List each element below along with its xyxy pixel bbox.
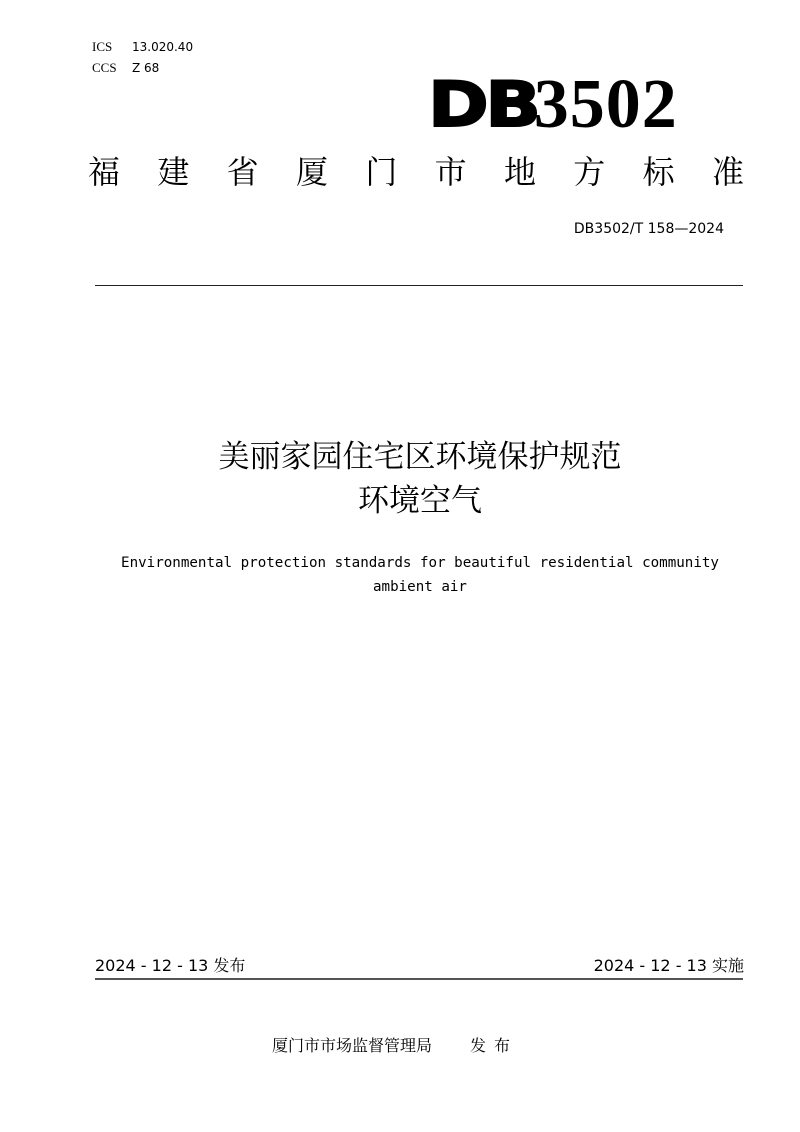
ics-value: 13.020.40 [132, 40, 194, 54]
standard-type-char: 地 [503, 153, 536, 191]
standard-type-char: 建 [157, 153, 190, 191]
db-logo [428, 66, 678, 143]
standard-type-char: 门 [365, 153, 398, 191]
ccs-value: Z 68 [132, 61, 160, 75]
ccs-label: CCS [92, 60, 117, 75]
standard-type-char: 市 [434, 153, 467, 191]
ics-row [92, 40, 193, 54]
standard-type-char: 福 [88, 153, 121, 191]
logo-prefix: DB [428, 68, 538, 141]
standard-number: DB3502/T 158—2024 [573, 221, 724, 237]
footer-divider [95, 978, 743, 980]
standard-type-heading [88, 152, 744, 192]
implementation-date: 2024 - 12 - 13 实施 [593, 956, 744, 975]
header-divider [95, 285, 743, 286]
standard-type-char: 标 [642, 153, 675, 191]
title-en-line2: ambient air [373, 579, 467, 595]
standard-type-char: 省 [226, 153, 259, 191]
ics-label: ICS [92, 39, 113, 54]
ccs-row [92, 61, 159, 75]
title-en-line1: Environmental protection standards for beautiful residential community [121, 555, 719, 571]
logo-code: 3502 [533, 66, 678, 143]
issuer-name: 厦门市市场监督管理局 [272, 1036, 433, 1055]
title-cn-line1: 美丽家园住宅区环境保护规范 [218, 439, 622, 475]
standard-type-char: 准 [711, 153, 744, 191]
title-cn-line2: 环境空气 [358, 483, 482, 519]
standard-type-char: 方 [573, 153, 606, 191]
issuer [272, 1036, 518, 1056]
issuer-verb: 发布 [470, 1036, 519, 1055]
standard-type-char: 厦 [295, 153, 328, 191]
issue-date: 2024 - 12 - 13 发布 [95, 956, 246, 975]
